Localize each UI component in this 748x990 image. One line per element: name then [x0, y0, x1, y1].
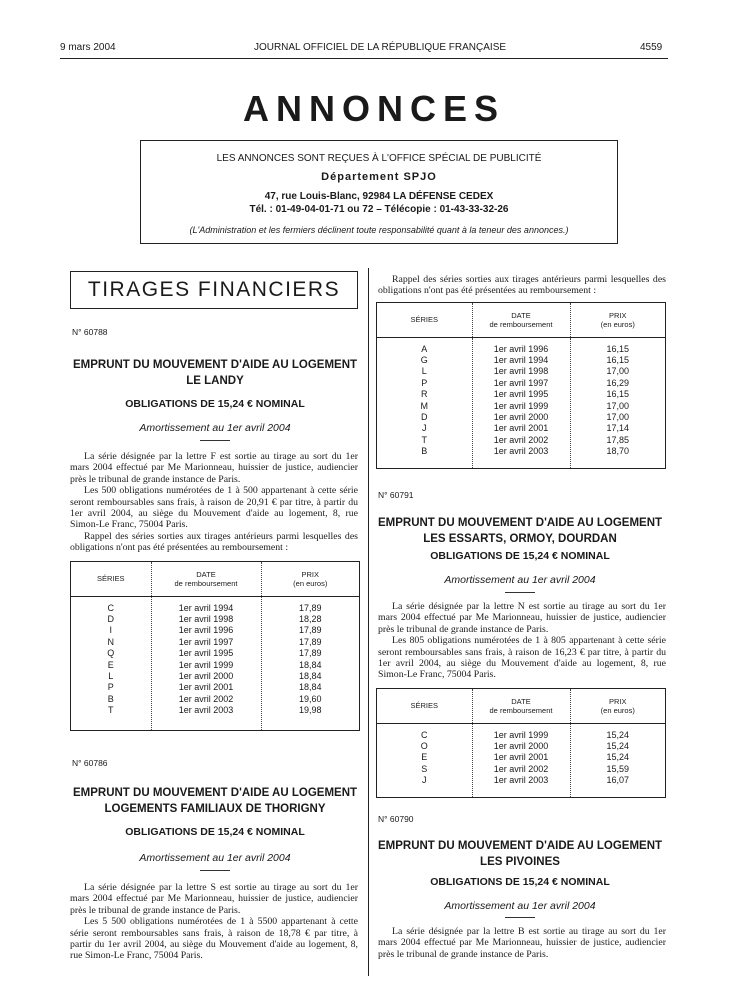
price-cell: 16,29: [606, 377, 630, 388]
header-journal: JOURNAL OFFICIEL DE LA RÉPUBLIQUE FRANÇAISE: [253, 42, 507, 53]
series-cell: I: [109, 625, 112, 636]
date-cell: 1er avril 2003: [493, 775, 549, 786]
date-cell: 1er avril 2001: [493, 423, 549, 434]
section-title: TIRAGES FINANCIERS: [87, 278, 341, 301]
col-header-date: DATE de remboursement: [472, 689, 570, 723]
separator: [200, 440, 230, 441]
series-table: [376, 302, 666, 469]
paragraph: Rappel des séries sorties aux tirages antérieurs parmi lesquelles des obligations n'ont pas été présentées au remboursement :: [70, 530, 358, 554]
date-cell: 1er avril 1996: [493, 343, 549, 354]
price-cell: 17,89: [298, 636, 322, 647]
article-subtitle: LES PIVOINES: [480, 856, 560, 868]
date-cell: 1er avril 1998: [493, 366, 549, 377]
price-column: [570, 337, 665, 468]
series-cell: P: [107, 682, 114, 693]
price-cell: 17,14: [606, 423, 630, 434]
series-cell: D: [107, 613, 114, 624]
section-title-box: [70, 271, 358, 309]
price-cell: 17,85: [606, 434, 630, 445]
amortissement-date: Amortissement au 1er avril 2004: [444, 900, 596, 912]
col-header-series: SÉRIES: [71, 562, 151, 596]
annonces-title: ANNONCES: [242, 88, 505, 129]
price-cell: 15,59: [606, 763, 630, 774]
article-title: EMPRUNT DU MOUVEMENT D'AIDE AU LOGEMENT: [72, 787, 358, 799]
date-cell: 1er avril 2003: [178, 705, 234, 716]
price-cell: 17,89: [298, 602, 322, 613]
price-cell: 15,24: [606, 740, 630, 751]
date-cell: 1er avril 2002: [493, 763, 549, 774]
article-number: N° 60786: [72, 758, 108, 768]
date-cell: 1er avril 1994: [493, 354, 549, 365]
article-body: [70, 882, 358, 962]
amortissement-date: Amortissement au 1er avril 2004: [444, 574, 596, 586]
series-cell: G: [420, 354, 428, 365]
header-rule: [60, 58, 668, 59]
price-cell: 17,00: [606, 400, 630, 411]
price-cell: 19,98: [298, 705, 322, 716]
separator: [505, 917, 535, 918]
price-cell: 15,24: [606, 752, 630, 763]
date-cell: 1er avril 1999: [493, 400, 549, 411]
date-cell: 1er avril 2002: [493, 434, 549, 445]
series-table: [376, 688, 666, 798]
series-cell: T: [421, 434, 427, 445]
date-cell: 1er avril 1999: [493, 729, 549, 740]
series-column: [71, 596, 151, 730]
date-cell: 1er avril 1999: [178, 659, 234, 670]
series-cell: S: [421, 763, 428, 774]
price-cell: 19,60: [298, 693, 322, 704]
date-cell: 1er avril 1996: [178, 625, 234, 636]
article-subtitle: LOGEMENTS FAMILIAUX DE THORIGNY: [104, 803, 326, 815]
series-cell: L: [421, 366, 427, 377]
series-cell: Q: [107, 648, 115, 659]
price-cell: 15,24: [606, 729, 630, 740]
price-cell: 18,84: [298, 682, 322, 693]
amortissement-date: Amortissement au 1er avril 2004: [139, 422, 291, 434]
date-cell: 1er avril 1995: [178, 648, 234, 659]
price-cell: 18,70: [606, 446, 630, 457]
date-cell: 1er avril 1995: [493, 389, 549, 400]
paragraph: La série désignée par la lettre B est sortie au tirage au sort du 1er mars 2004 effectué par Me Marionneau, huissier de justice, audiencier près le tribunal de grande instance de Paris.: [378, 926, 666, 960]
article-subtitle: LES ESSARTS, ORMOY, DOURDAN: [423, 533, 617, 545]
series-cell: M: [420, 400, 428, 411]
paragraph: Les 500 obligations numérotées de 1 à 500 appartenant à cette série seront remboursables sans frais, à raison de 20,91 € par titre, à partir du 1er avril 2004, au siège du Mouvement d'aide au logement, 8, rue Simon-Le Franc, 75004 Paris.: [70, 485, 358, 531]
series-cell: E: [107, 659, 114, 670]
article-title: EMPRUNT DU MOUVEMENT D'AIDE AU LOGEMENT: [377, 840, 663, 852]
series-cell: J: [422, 775, 427, 786]
obligations-heading: OBLIGATIONS DE 15,24 € NOMINAL: [125, 826, 305, 838]
series-column: [377, 337, 472, 468]
price-cell: 17,89: [298, 648, 322, 659]
series-cell: J: [422, 423, 427, 434]
date-cell: 1er avril 2001: [493, 752, 549, 763]
col-header-price: PRIX (en euros): [570, 689, 665, 723]
series-cell: R: [421, 389, 428, 400]
price-cell: 16,15: [606, 354, 630, 365]
paragraph: Les 805 obligations numérotées de 1 à 805 appartenant à cette série seront remboursables sans frais, à raison de 16,23 € par titre, à partir du 1er avril 2004, au siège du Mouvement d'aide au logement, 8, rue Simon-Le Franc, 75004 Paris.: [378, 635, 666, 681]
date-column: [151, 596, 261, 730]
col-header-price: PRIX (en euros): [261, 562, 359, 596]
article-body: [70, 451, 358, 554]
article-title: EMPRUNT DU MOUVEMENT D'AIDE AU LOGEMENT: [377, 517, 663, 529]
series-cell: E: [421, 752, 428, 763]
paragraph: La série désignée par la lettre N est sortie au tirage au sort du 1er mars 2004 effectué par Me Marionneau, huissier de justice, audiencier près le tribunal de grande instance de Paris.: [378, 601, 666, 635]
date-cell: 1er avril 1997: [493, 377, 549, 388]
series-cell: A: [421, 343, 428, 354]
series-cell: L: [108, 670, 114, 681]
date-cell: 1er avril 2000: [178, 670, 234, 681]
annonces-phone: Tél. : 01-49-04-01-71 ou 72 – Télécopie : 01-43-33-32-26: [249, 204, 509, 215]
series-cell: O: [420, 740, 428, 751]
price-column: [570, 723, 665, 797]
date-cell: 1er avril 2002: [178, 693, 234, 704]
col-header-series: SÉRIES: [377, 689, 472, 723]
series-cell: B: [421, 446, 428, 457]
header-date: 9 mars 2004: [60, 42, 116, 53]
obligations-heading: OBLIGATIONS DE 15,24 € NOMINAL: [430, 876, 610, 888]
price-cell: 17,89: [298, 625, 322, 636]
price-cell: 16,15: [606, 389, 630, 400]
article-number: N° 60791: [378, 490, 414, 500]
annonces-info-box: [140, 140, 618, 244]
series-cell: B: [107, 693, 114, 704]
paragraph: Rappel des séries sorties aux tirages antérieurs parmi lesquelles des obligations n'ont pas été présentées au remboursement :: [378, 274, 666, 297]
price-column: [261, 596, 359, 730]
price-cell: 16,07: [606, 775, 630, 786]
amortissement-date: Amortissement au 1er avril 2004: [139, 852, 291, 864]
article-body: [378, 601, 666, 681]
date-cell: 1er avril 2001: [178, 682, 234, 693]
header-page-number: 4559: [640, 42, 663, 53]
col-header-series: SÉRIES: [377, 303, 472, 337]
price-cell: 16,15: [606, 343, 630, 354]
series-cell: C: [107, 602, 114, 613]
series-cell: P: [421, 377, 428, 388]
article-number: N° 60788: [72, 327, 108, 337]
annonces-disclaimer: (L'Administration et les fermiers déclinent toute responsabilité quant à la teneur des annonces.): [189, 225, 569, 235]
annonces-department: Département SPJO: [321, 171, 437, 183]
series-table: [70, 561, 360, 731]
separator: [200, 870, 230, 871]
price-cell: 18,28: [298, 613, 322, 624]
date-cell: 1er avril 2000: [493, 411, 549, 422]
series-cell: N: [107, 636, 114, 647]
date-cell: 1er avril 2000: [493, 740, 549, 751]
date-cell: 1er avril 1994: [178, 602, 234, 613]
date-cell: 1er avril 2003: [493, 446, 549, 457]
obligations-heading: OBLIGATIONS DE 15,24 € NOMINAL: [125, 398, 305, 410]
price-cell: 17,00: [606, 366, 630, 377]
separator: [505, 592, 535, 593]
series-cell: T: [108, 705, 114, 716]
paragraph: La série désignée par la lettre F est sortie au tirage au sort du 1er mars 2004 effectué par Me Marionneau, huissier de justice, audiencier près le tribunal de grande instance de Paris.: [70, 451, 358, 485]
article-body: [378, 926, 666, 960]
annonces-line-1: LES ANNONCES SONT REÇUES À L'OFFICE SPÉCIAL DE PUBLICITÉ: [216, 153, 542, 164]
price-cell: 18,84: [298, 659, 322, 670]
col-header-date: DATE de remboursement: [472, 303, 570, 337]
col-header-price: PRIX (en euros): [570, 303, 665, 337]
article-number: N° 60790: [378, 814, 414, 824]
series-cell: D: [421, 411, 428, 422]
date-cell: 1er avril 1997: [178, 636, 234, 647]
article-body-continued: [378, 274, 666, 297]
price-cell: 18,84: [298, 670, 322, 681]
date-column: [472, 337, 570, 468]
paragraph: Les 5 500 obligations numérotées de 1 à 5500 appartenant à cette série seront remboursables sans frais, à raison de 18,78 € par titre, à partir du 1er avril 2004, au siège du Mouvement d'aide au logement, 8, rue Simon-Le Franc, 75004 Paris.: [70, 916, 358, 962]
date-column: [472, 723, 570, 797]
series-cell: C: [421, 729, 428, 740]
series-column: [377, 723, 472, 797]
price-cell: 17,00: [606, 411, 630, 422]
article-subtitle: LE LANDY: [186, 375, 244, 387]
column-divider: [368, 268, 369, 976]
paragraph: La série désignée par la lettre S est sortie au tirage au sort du 1er mars 2004 effectué par Me Marionneau, huissier de justice, audiencier près le tribunal de grande instance de Paris.: [70, 882, 358, 916]
annonces-address: 47, rue Louis-Blanc, 92984 LA DÉFENSE CEDEX: [264, 191, 494, 202]
article-title: EMPRUNT DU MOUVEMENT D'AIDE AU LOGEMENT: [72, 359, 358, 371]
obligations-heading: OBLIGATIONS DE 15,24 € NOMINAL: [430, 550, 610, 562]
col-header-date: DATE de remboursement: [151, 562, 261, 596]
date-cell: 1er avril 1998: [178, 613, 234, 624]
